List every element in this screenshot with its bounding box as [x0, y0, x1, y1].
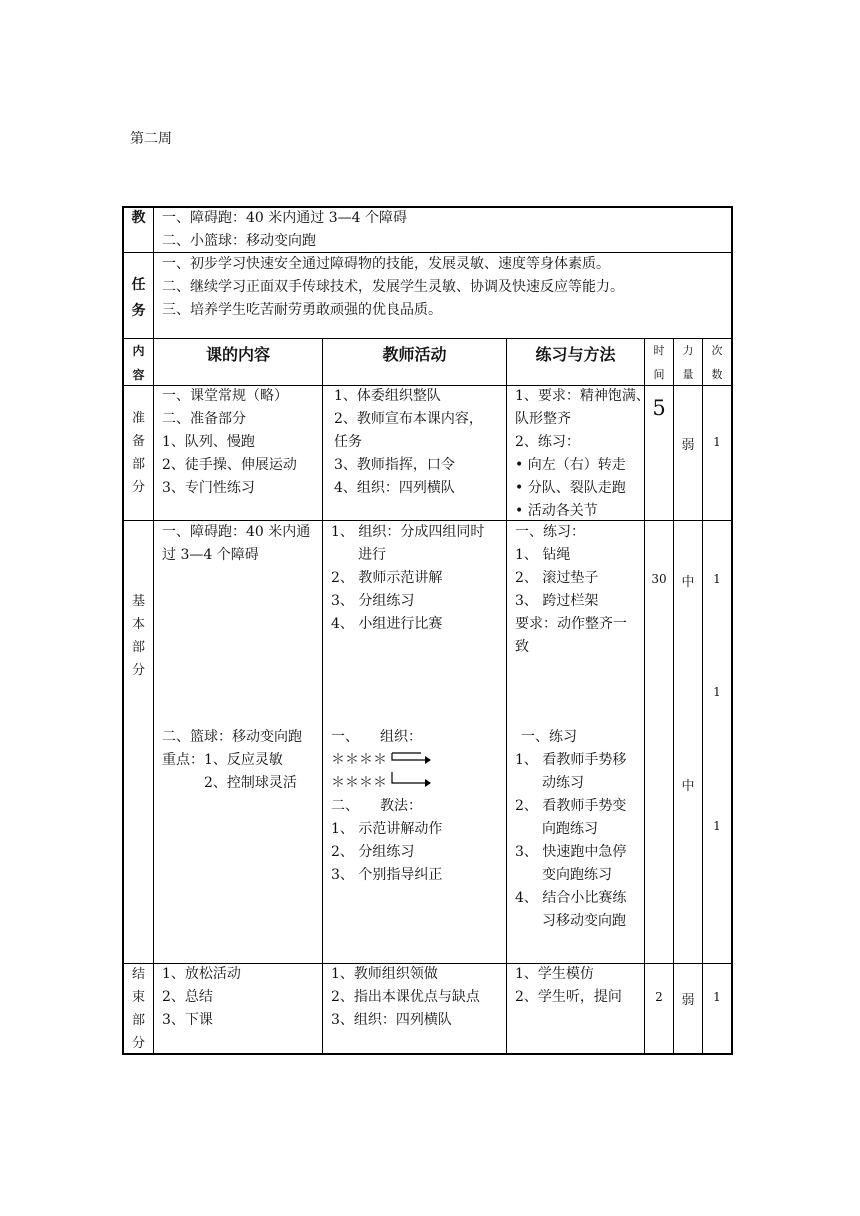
- basic-part2-intensity: 中: [681, 779, 695, 794]
- basic-part1-practice: [515, 521, 627, 659]
- end-content-line: 2、总结: [162, 989, 213, 1005]
- header-intensity-char: 力: [682, 344, 694, 357]
- basic-part2-content-line: 重点：1、反应灵敏: [162, 752, 283, 768]
- basic-part1-practice-line: 3、 跨过栏架: [515, 593, 599, 609]
- header-lesson-content: 课的内容: [205, 345, 270, 364]
- tasks-content: [162, 253, 624, 322]
- end-count: 1: [713, 990, 721, 1004]
- prep-content-line: 一、课堂常规（略）: [162, 388, 288, 404]
- basic-part1-teacher-line: 进行: [358, 547, 386, 563]
- task-line: 一、初步学习快速安全通过障碍物的技能，发展灵敏、速度等身体素质。: [162, 256, 610, 272]
- basic-label: [124, 590, 153, 682]
- header-col-label-char: 内: [132, 344, 145, 358]
- prep-practice-line: 2、练习：: [515, 434, 580, 450]
- basic-part1-content-line: 过 3—4 个障碍: [162, 547, 259, 563]
- prep-practice-line: 队形整齐: [515, 411, 571, 427]
- end-practice-line: 1、学生模仿: [515, 966, 594, 982]
- end-label-char: 束: [131, 990, 145, 1005]
- end-teacher-line: 2、指出本课优点与缺点: [331, 989, 480, 1005]
- prep-content-line: 2、徒手操、伸展运动: [162, 457, 297, 473]
- header-time-char: 间: [653, 368, 665, 381]
- basic-part1-teacher-line: 2、 教师示范讲解: [331, 570, 443, 586]
- basic-part1-practice-line: 致: [515, 639, 529, 655]
- end-teacher: [331, 963, 480, 1032]
- prep-label-char: 备: [131, 434, 145, 449]
- end-label-char: 结: [131, 967, 145, 982]
- prep-intensity: 弱: [681, 438, 695, 453]
- end-practice: [515, 963, 622, 1009]
- teaching-content-line: 一、障碍跑：40 米内通过 3—4 个障碍: [162, 210, 407, 226]
- header-count: [703, 339, 731, 387]
- practice-item: 2、 看教师手势变向跑练习: [515, 798, 627, 837]
- basic-mid-count: 1: [713, 685, 721, 699]
- teaching-content-line: 二、小篮球：移动变向跑: [162, 233, 316, 249]
- basic-part1-content-line: 一、障碍跑：40 米内通: [162, 524, 311, 540]
- header-count-char: 次: [711, 344, 723, 357]
- end-label-char: 分: [131, 1036, 145, 1051]
- practice-heading: 一、练习: [521, 729, 577, 745]
- tasks-label: [124, 272, 153, 324]
- prep-content-line: 3、专门性练习: [162, 480, 255, 496]
- practice-item: 1、 看教师手势移动练习: [515, 752, 627, 791]
- col-divider-label: [153, 206, 154, 1055]
- end-label: [124, 963, 153, 1055]
- row-divider-header: [122, 338, 733, 339]
- prep-practice-line: • 分队、裂队走跑: [515, 480, 626, 496]
- basic-label-char: 本: [131, 617, 145, 632]
- corner-arrow-icon: [391, 751, 431, 769]
- end-label-char: 部: [131, 1013, 145, 1028]
- prep-count: 1: [713, 435, 721, 449]
- method-label: 二、 教法：: [331, 798, 422, 814]
- lesson-plan-table: [122, 206, 733, 1055]
- header-col-label: [124, 339, 153, 387]
- col-divider-teacher: [506, 338, 507, 1055]
- basic-part1-intensity: 中: [681, 575, 695, 590]
- practice-item: 4、 结合小比赛练习移动变向跑: [515, 890, 627, 929]
- prep-content-line: 二、准备部分: [162, 411, 246, 427]
- prep-label-char: 分: [131, 480, 145, 495]
- basic-label-char: 基: [131, 594, 145, 609]
- prep-teacher-line: 1、体委组织整队: [334, 388, 441, 404]
- header-intensity-char: 量: [682, 368, 694, 381]
- end-teacher-line: 3、组织：四列横队: [331, 1012, 452, 1028]
- week-title: 第二周: [130, 131, 172, 147]
- method-item: 3、 个别指导纠正: [331, 867, 443, 883]
- tasks-label-char: 任: [131, 277, 146, 293]
- prep-teacher-line: 任务: [334, 434, 362, 450]
- prep-label-char: 准: [131, 411, 145, 426]
- basic-part1-practice-line: 要求：动作整齐一: [515, 616, 627, 632]
- basic-label-char: 部: [131, 640, 145, 655]
- formation-row: [331, 772, 442, 795]
- table-border-bottom: [122, 1053, 733, 1055]
- basic-part1-count: 1: [713, 572, 721, 586]
- header-intensity: [674, 339, 702, 387]
- formation-row: [331, 749, 442, 772]
- basic-part1-teacher-line: 3、 分组练习: [331, 593, 415, 609]
- basic-part1-teacher: [331, 521, 484, 636]
- teaching-content: [162, 207, 407, 253]
- prep-practice-line: 1、要求：精神饱满、: [515, 388, 650, 404]
- table-border-right: [731, 206, 733, 1055]
- basic-part2-practice: [515, 726, 639, 933]
- basic-part1-teacher-line: 4、 小组进行比赛: [331, 616, 443, 632]
- org-label: 一、 组织：: [331, 729, 422, 745]
- basic-part2-content-line: 二、篮球：移动变向跑: [162, 729, 302, 745]
- header-teacher-activity: 教师活动: [382, 345, 447, 364]
- method-item: 1、 示范讲解动作: [331, 821, 443, 837]
- header-count-char: 数: [711, 368, 723, 381]
- end-intensity: 弱: [681, 993, 695, 1008]
- end-content-line: 1、放松活动: [162, 966, 241, 982]
- basic-part1-practice-line: 1、 钻绳: [515, 547, 571, 563]
- basic-part2-content-line: 2、控制球灵活: [204, 775, 297, 791]
- teaching-content-label: 教: [131, 210, 146, 226]
- prep-practice: [515, 385, 650, 523]
- basic-part2-content: [162, 726, 302, 795]
- prep-time: 5: [652, 396, 666, 420]
- corner-arrow-icon: [391, 770, 431, 788]
- end-content: [162, 963, 241, 1032]
- end-time: 2: [655, 990, 663, 1004]
- basic-part1-practice-line: 2、 滚过垫子: [515, 570, 599, 586]
- header-time: [645, 339, 673, 387]
- prep-teacher-line: 4、组织：四列横队: [334, 480, 455, 496]
- task-line: 二、继续学习正面双手传球技术，发展学生灵敏、协调及快速反应等能力。: [162, 279, 624, 295]
- basic-part1-time: 30: [651, 572, 667, 586]
- basic-part2-teacher: [331, 726, 442, 887]
- prep-practice-line: • 活动各关节: [515, 503, 598, 519]
- method-item: 2、 分组练习: [331, 844, 415, 860]
- tasks-label-char: 务: [131, 303, 146, 319]
- end-content-line: 3、下课: [162, 1012, 213, 1028]
- end-teacher-line: 1、教师组织领做: [331, 966, 438, 982]
- prep-teacher-line: 3、教师指挥，口令: [334, 457, 455, 473]
- basic-part1-teacher-line: 1、 组织：分成四组同时: [331, 524, 485, 540]
- prep-content-line: 1、队列、慢跑: [162, 434, 255, 450]
- basic-label-char: 分: [131, 663, 145, 678]
- col-divider-content: [322, 338, 323, 1055]
- formation-stars: ＊＊＊＊: [331, 752, 387, 768]
- prep-content: [162, 385, 297, 500]
- header-col-label-char: 容: [132, 368, 145, 382]
- prep-teacher: [334, 385, 483, 500]
- task-line: 三、培养学生吃苦耐劳勇敢顽强的优良品质。: [162, 302, 442, 318]
- header-practice-method: 练习与方法: [535, 345, 616, 364]
- basic-part1-practice-line: 一、练习：: [515, 524, 585, 540]
- basic-part1-content: [162, 521, 310, 567]
- end-practice-line: 2、学生听，提问: [515, 989, 622, 1005]
- prep-practice-line: • 向左（右）转走: [515, 457, 626, 473]
- formation-stars: ＊＊＊＊: [331, 775, 387, 791]
- prep-label: [124, 407, 153, 499]
- basic-part2-count: 1: [713, 819, 721, 833]
- header-time-char: 时: [653, 344, 665, 357]
- prep-label-char: 部: [131, 457, 145, 472]
- practice-item: 3、 快速跑中急停变向跑练习: [515, 844, 627, 883]
- prep-teacher-line: 2、教师宣布本课内容，: [334, 411, 483, 427]
